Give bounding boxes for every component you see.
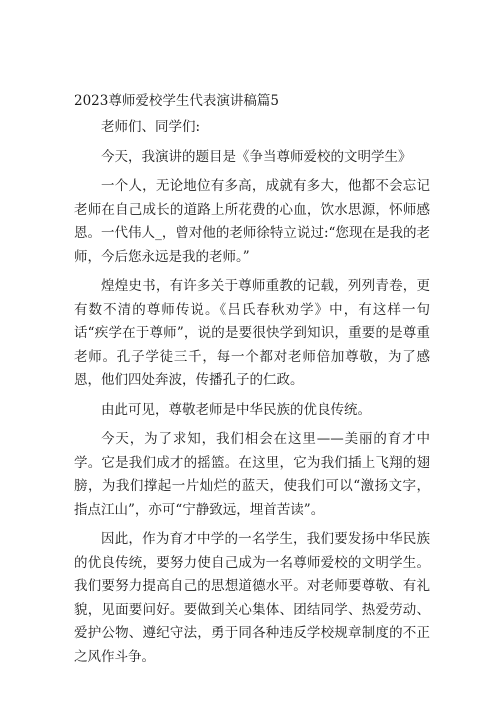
body-paragraph: 今天，为了求知，我们相会在这里——美丽的育才中学。它是我们成才的摇篮。在这里，它为我们插上飞翔的翅膀，为我们撑起一片灿烂的蓝天，使我们可以“激扬文字，指点江山”，亦可“宁静致远，埋首苦读”。 [74, 431, 430, 518]
speech-topic-paragraph: 今天，我演讲的题目是《争当尊师爱校的文明学生》 [101, 148, 412, 165]
greeting-paragraph: 老师们、同学们: [101, 119, 201, 135]
body-paragraph: 因此，作为育才中学的一名学生，我们要发扬中华民族的优良传统，要努力使自己成为一名尊师爱校的文明学生。我们要努力提高自己的思想道德水平。对老师要尊敬、有礼貌，见面要问好。要做到关心集体、团结同学、热爱劳动、爱护公物、遵纪守法，勇于同各种违反学校规章制度的不正之风作斗争。 [74, 531, 430, 665]
body-paragraph: 由此可见，尊敬老师是中华民族的优良传统。 [101, 401, 371, 418]
body-paragraph: 煌煌史书，有许多关于尊师重教的记载，列列青卷，更有数不清的尊师传说。《吕氏春秋劝学》中，有这样一句话“疾学在于尊师”，说的是要很快学到知识，重要的是尊重老师。孔子学徒三千，每一个都对老师倍加尊敬，为了感恩，他们四处奔波，传播孔子的仁政。 [74, 278, 430, 388]
document-title: 2023尊师爱校学生代表演讲稿篇5 [74, 93, 279, 109]
document-body [74, 116, 430, 675]
body-paragraph: 一个人，无论地位有多高，成就有多大，他都不会忘记老师在自己成长的道路上所花费的心血，饮水思源，怀师感恩。一代伟人_，曾对他的老师徐特立说过:“您现在是我的老师，今后您永远是我的老师。” [74, 178, 430, 265]
